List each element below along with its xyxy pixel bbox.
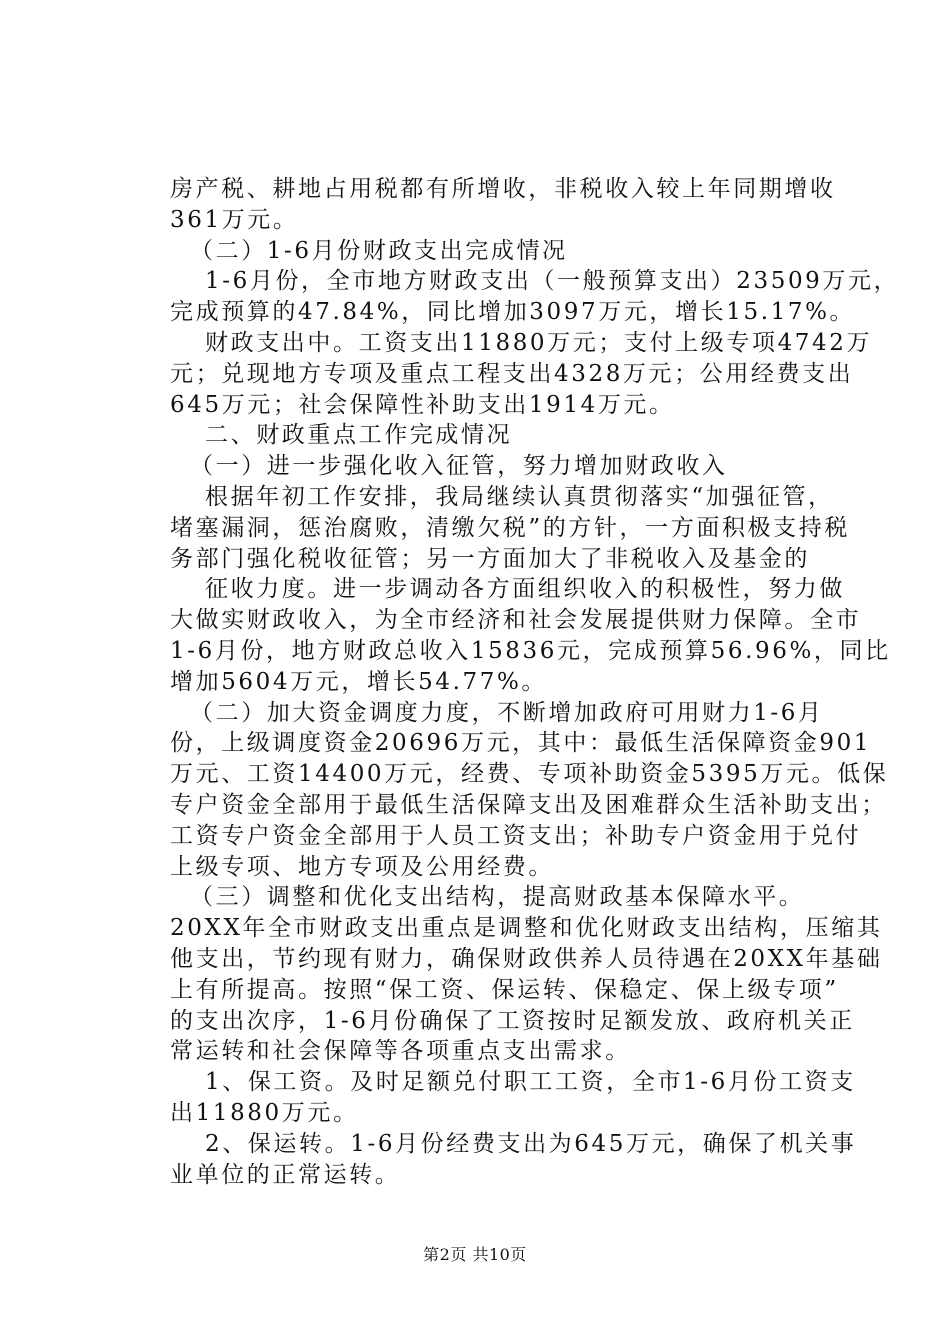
text-line: 645万元；社会保障性补助支出1914万元。	[170, 391, 675, 418]
text-line: 房产税、耕地占用税都有所增收，非税收入较上年同期增收	[170, 176, 836, 202]
text-line: 20XX年全市财政支出重点是调整和优化财政支出结构，压缩其	[170, 915, 883, 942]
text-line: 常运转和社会保障等各项重点支出需求。	[170, 1038, 631, 1065]
text-line: （二）加大资金调度力度，不断增加政府可用财力1-6月	[190, 699, 824, 726]
text-line: 元；兑现地方专项及重点工程支出4328万元；公用经费支出	[170, 360, 854, 387]
text-line: 的支出次序，1-6月份确保了工资按时足额发放、政府机关正	[170, 1007, 855, 1034]
section-heading: 二、财政重点工作完成情况	[205, 422, 513, 449]
text-line: 份，上级调度资金20696万元，其中：最低生活保障资金901	[170, 730, 872, 757]
text-line: 务部门强化税收征管；另一方面加大了非税收入及基金的	[170, 545, 810, 572]
text-line: 根据年初工作安排，我局继续认真贯彻落实“加强征管，	[205, 483, 834, 510]
text-line: 上级专项、地方专项及公用经费。	[170, 853, 554, 880]
text-line: 增加5604万元，增长54.77%。	[170, 668, 548, 695]
text-line: 业单位的正常运转。	[170, 1161, 401, 1188]
text-line: 1、保工资。及时足额兑付职工工资，全市1-6月份工资支	[205, 1069, 856, 1096]
text-line: 专户资金全部用于最低生活保障支出及困难群众生活补助支出；	[170, 791, 887, 818]
text-line: （三）调整和优化支出结构，提高财政基本保障水平。	[190, 884, 805, 911]
text-line: 堵塞漏洞，惩治腐败，清缴欠税”的方针，一方面积极支持税	[170, 514, 850, 541]
text-line: 上有所提高。按照“保工资、保运转、保稳定、保上级专项”	[170, 976, 839, 1003]
text-line: 万元、工资14400万元，经费、专项补助资金5395万元。低保	[170, 761, 889, 788]
text-line: 完成预算的47.84%，同比增加3097万元，增长15.17%。	[170, 299, 856, 326]
section-heading: （一）进一步强化收入征管，努力增加财政收入	[190, 453, 728, 480]
text-line: 2、保运转。1-6月份经费支出为645万元，确保了机关事	[205, 1130, 857, 1157]
section-heading: （二）1-6月份财政支出完成情况	[190, 237, 568, 264]
text-line: 征收力度。进一步调动各方面组织收入的积极性，努力做	[205, 576, 845, 603]
text-line: 工资专户资金全部用于人员工资支出；补助专户资金用于兑付	[170, 822, 862, 849]
page-number-footer: 第2页 共10页	[423, 1245, 527, 1264]
text-line: 1-6月份，地方财政总收入15836元，完成预算56.96%，同比	[170, 637, 891, 664]
text-line: 他支出，节约现有财力，确保财政供养人员待遇在20XX年基础	[170, 945, 883, 972]
text-line: 1-6月份，全市地方财政支出（一般预算支出）23509万元，	[205, 268, 900, 295]
text-line: 361万元。	[170, 206, 299, 233]
text-line: 大做实财政收入，为全市经济和社会发展提供财力保障。全市	[170, 607, 862, 634]
text-line: 财政支出中。工资支出11880万元；支付上级专项4742万	[205, 329, 873, 356]
document-body	[170, 174, 900, 1190]
text-line: 出11880万元。	[170, 1099, 359, 1126]
